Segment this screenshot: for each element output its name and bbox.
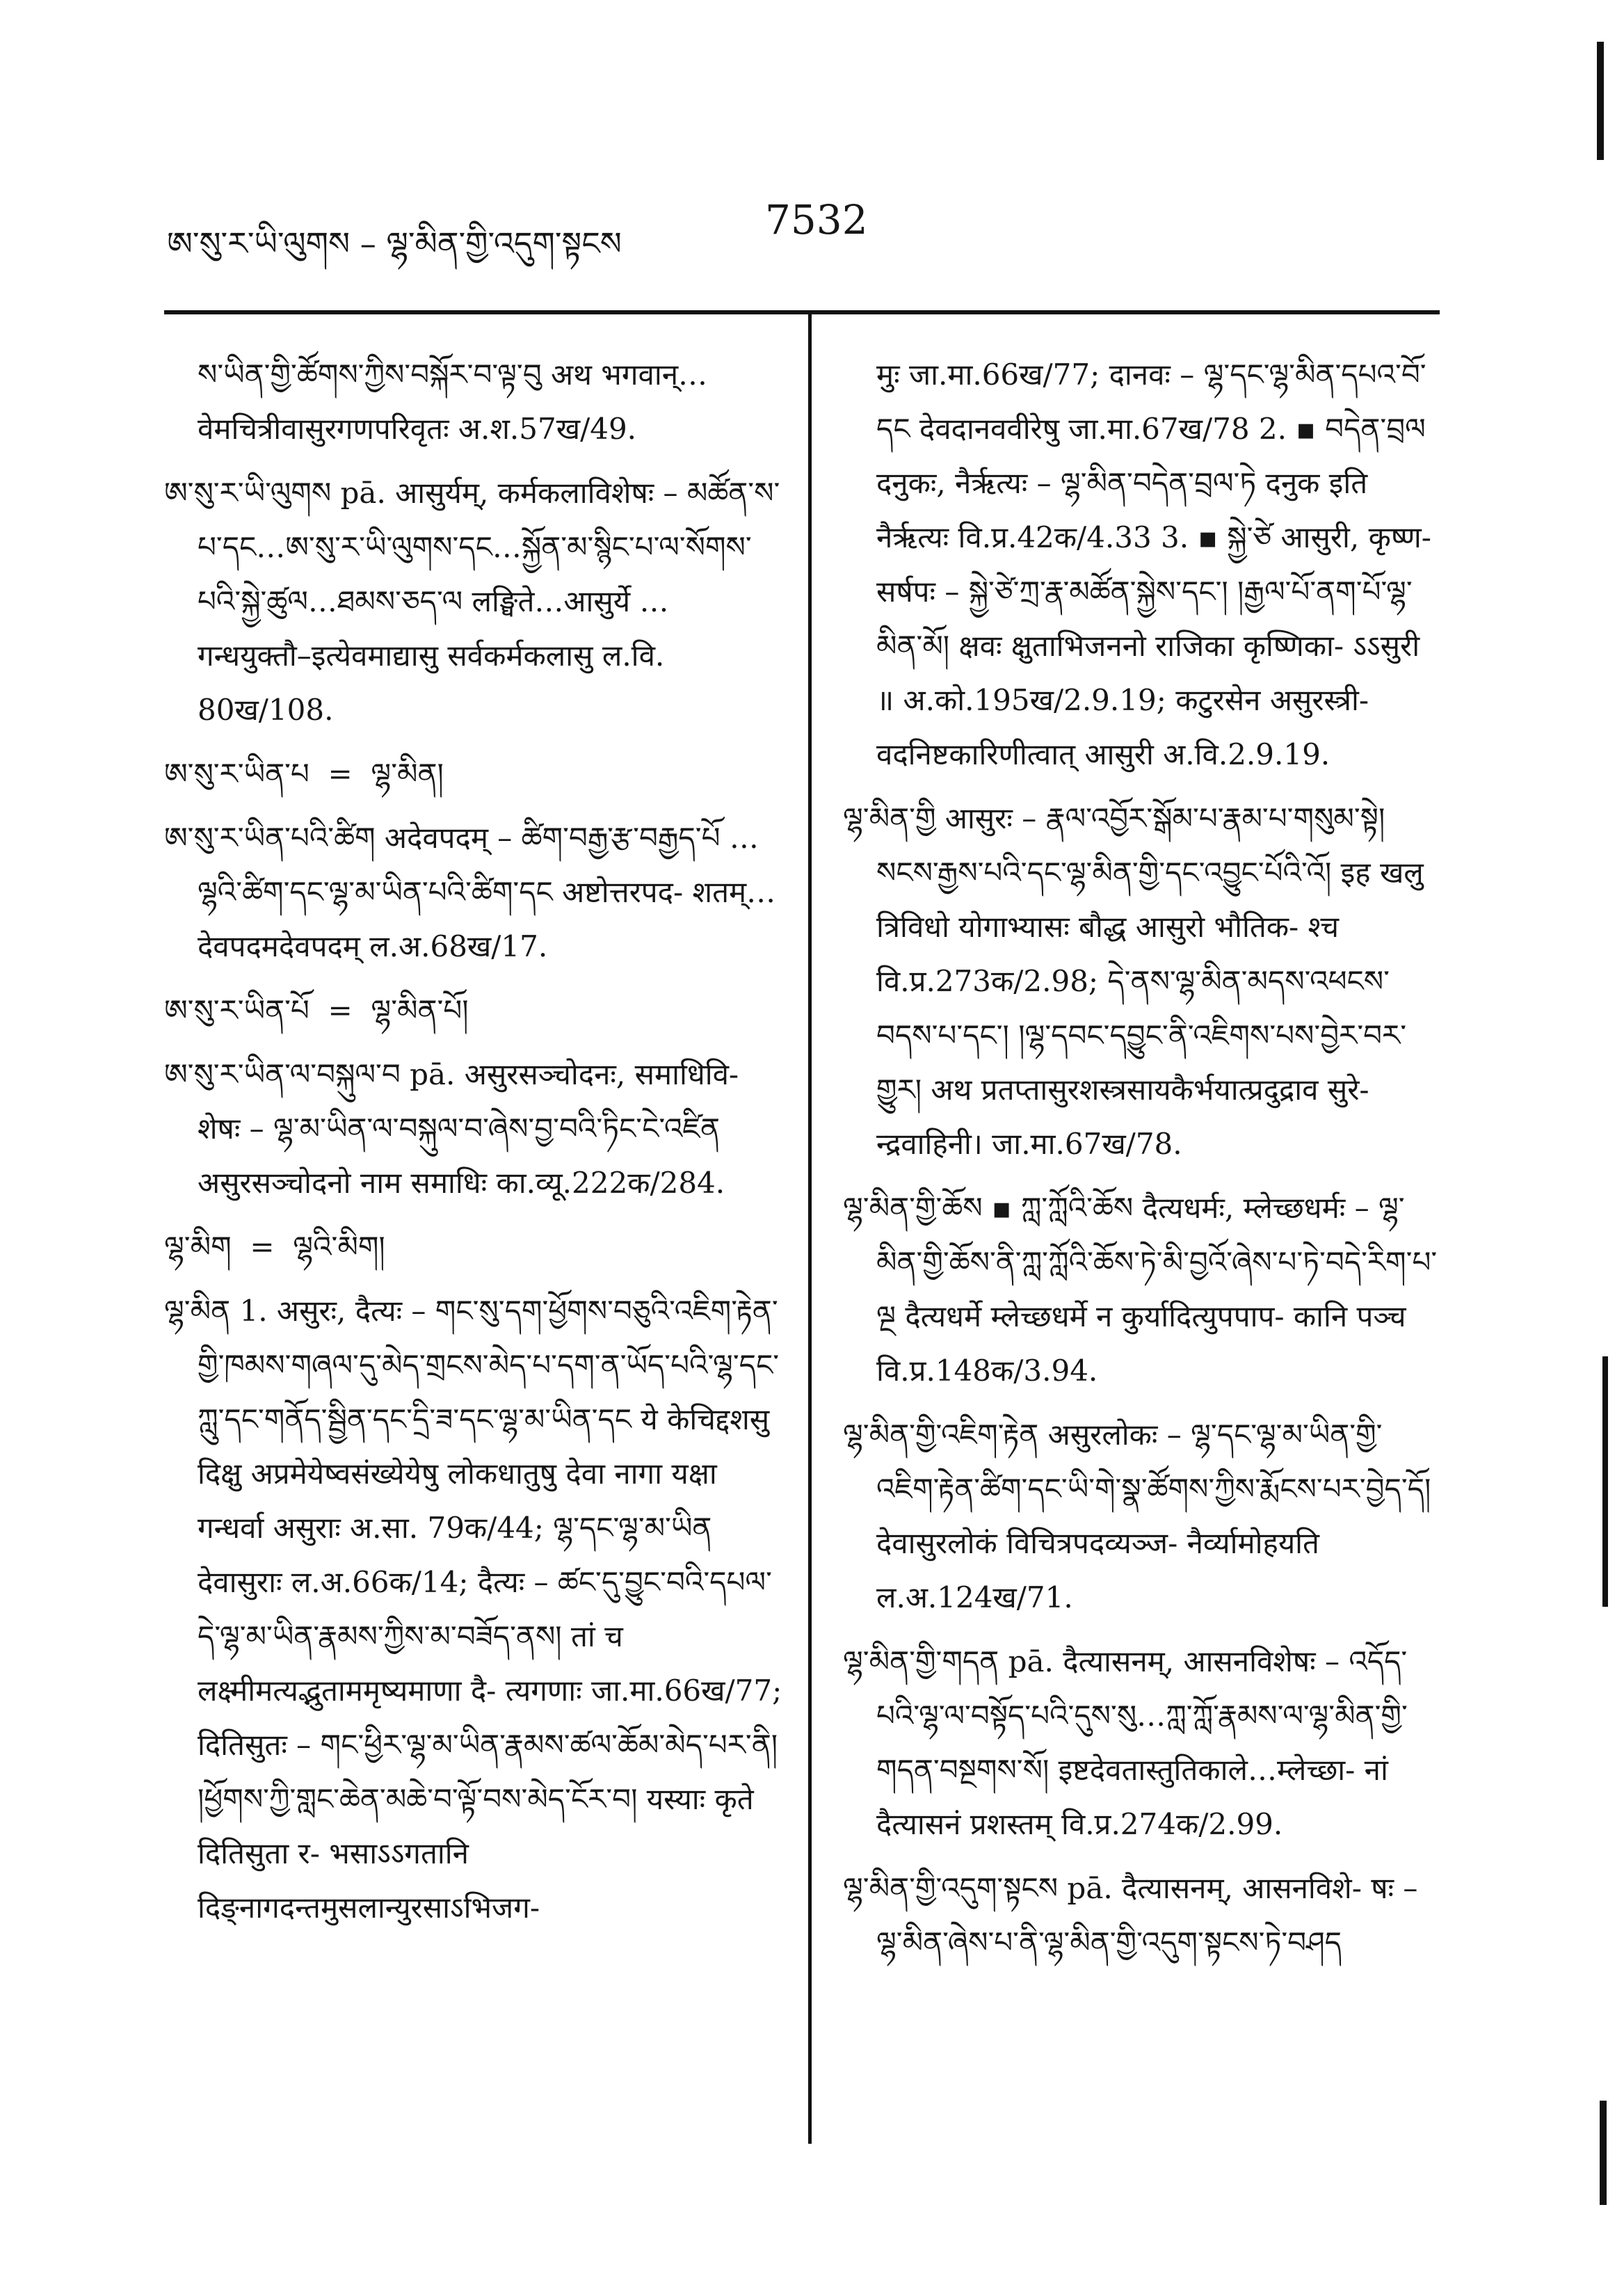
dictionary-entry: ཨ་སུ་ར་ཡིན་ལ་བསྐུལ་བ pā. असुरसञ्चोदनः, समाधिवि- शेषः – ལྷ་མ་ཡིན་ལ་བསྐུལ་བ་ཞེས་བྱ་བའི་ཏིང་ངེ་འཛིན असुरसञ्चोदनो नाम समाधिः का.व्यू.222क/284. xyxy=(164,1057,748,1200)
column-divider xyxy=(808,314,812,2144)
scan-edge-mark xyxy=(1600,2101,1607,2205)
dictionary-entry: ལྷ་མིན་གྱི་འདུག་སྟངས pā. दैत्यासनम्, आसनविशे- षः – ལྷ་མིན་ཞེས་པ་ནི་ལྷ་མིན་གྱི་འདུག་སྟངས་ཏེ་བཤད xyxy=(843,1871,1427,1959)
right-column xyxy=(843,348,1442,2128)
page-number: 7532 xyxy=(765,196,868,243)
scan-edge-mark xyxy=(1602,1356,1608,1607)
dictionary-entry: ལྷ་མིན་གྱི आसुरः – རྣལ་འབྱོར་སྒོམ་པ་རྣམ་པ་གསུམ་སྟེ། སངས་རྒྱས་པའི་དང་ལྷ་མིན་གྱི་དང་འབྱུང་པོའི་འོ། इह खलु त्रिविधो योगाभ्यासः बौद्ध आसुरो भौतिक- श्च वि.प्र.273क/2.98; དེ་ནས་ལྷ་མིན་མདས་འཕངས་བདས་པ་དང་། །ལྷ་དབང་དབྱུང་ནི་འཇིགས་པས་བྱེར་བར་གྱུར། अथ प्रतप्तासुरशस्त्रसायकैर्भयात्प्रदुद्राव सुरे- न्द्रवाहिनी। जा.मा.67ख/78. xyxy=(843,801,1433,1161)
dictionary-entry: ལྷ་མིན་གྱི་འཇིག་རྟེན असुरलोकः – ལྷ་དང་ལྷ་མ་ཡིན་གྱི་འཇིག་རྟེན་ཚིག་དང་ཡི་གེ་སྣ་ཚོགས་ཀྱིས་རྨོངས་པར་བྱེད་དོ། देवासुरलोकं विचित्रपदव्यञ्ज- नैर्व्यामोहयति ल.अ.124ख/71. xyxy=(843,1418,1440,1614)
dictionary-entry: ཨ་སུ་ར་ཡི་ལུགས pā. आसुर्यम्, कर्मकलाविशेषः – མཚོན་ས་པ་དང…ཨ་སུ་ར་ཡི་ལུགས་དང…སྐྱོན་མ་སྙིང་པ་ལ་སོགས་པའི་སྐྱེ་ཚུལ…ཐམས་ཅད་ལ लङ्घिते…आसुर्ये … गन्धयुक्तौ–इत्येवमाद्यासु सर्वकर्मकलासु ल.वि. 80ख/108. xyxy=(164,476,780,727)
scan-edge-mark xyxy=(1597,42,1604,160)
dictionary-entry: ལྷ་མིན་གྱི་གདན pā. दैत्यासनम्, आसनविशेषः – འདོད་པའི་ལྷ་ལ་བསྟོད་པའི་དུས་སུ…ཀླ་ཀློ་རྣམས་ལ་ལྷ་མིན་གྱི་གདན་བསྔགས་སོ། इष्टदेवतास्तुतिकाले…म्लेच्छा- नां दैत्यासनं प्रशस्तम् वि.प्र.274क/2.99. xyxy=(843,1644,1408,1841)
header-rule xyxy=(164,310,1440,314)
left-column xyxy=(164,348,791,2128)
dictionary-entry: ཨ་སུ་ར་ཡིན་པ = ལྷ་མིན། xyxy=(164,757,444,791)
dictionary-entry: ལྷ་མིན 1. असुरः, दैत्यः – གང་སུ་དག་ཕྱོགས་བཅུའི་འཇིག་རྟེན་གྱི་ཁམས་གཞལ་དུ་མེད་གྲངས་མེད་པ་དག་ན་ཡོད་པའི་ལྷ་དང་ཀླུ་དང་གནོད་སྦྱིན་དང་དྲི་ཟ་དང་ལྷ་མ་ཡིན་དང ये केचिद्दशसु दिक्षु अप्रमेयेष्वसंख्येयेषु लोकधातुषु देवा नागा यक्षा गन्धर्वा असुराः अ.सा. 79क/44; ལྷ་དང་ལྷ་མ་ཡིན देवासुराः ल.अ.66क/14; दैत्यः – ཚང་དུ་བྱུང་བའི་དཔལ་དེ་ལྷ་མ་ཡིན་རྣམས་ཀྱིས་མ་བཟོད་ནས། तां च लक्ष्मीमत्यद्भुताममृष्यमाणा दै- त्यगणाः जा.मा.66ख/77; दितिसुतः – གང་ཕྱིར་ལྷ་མ་ཡིན་རྣམས་ཚལ་ཆོམ་མེད་པར་ནི། །ཕྱོགས་ཀྱི་གླང་ཆེན་མཆེ་བ་ལྟོ་བས་མེད་ངོར་བ། यस्याः कृते दितिसुता र- भसाऽऽगतानि दिङ्नागदन्तमुसलान्युरसाऽभिजग- xyxy=(164,1294,791,1925)
dictionary-entry: ཨ་སུ་ར་ཡིན་པོ = ལྷ་མིན་པོ། xyxy=(164,993,469,1027)
dictionary-entry: ཨ་སུ་ར་ཡིན་པའི་ཚིག अदेवपदम् – ཚིག་བརྒྱ་རྩ་བརྒྱད་པོ …ལྷའི་ཚིག་དང་ལྷ་མ་ཡིན་པའི་ཚིག་དང अष्टोत्तरपद- शतम्…देवपदमदेवपदम् ल.अ.68ख/17. xyxy=(164,821,776,963)
dictionary-entry: ལྷ་མིག = ལྷའི་མིག། xyxy=(164,1230,385,1264)
dictionary-entry: ལྷ་མིན་གྱི་ཆོས ▪ ཀླ་ཀློའི་ཆོས दैत्यधर्मः, म्लेच्छधर्मः – ལྷ་མིན་གྱི་ཆོས་ནི་ཀླ་ཀློའི་ཆོས་ཏེ་མི་བྱའོ་ཞེས་པ་ཏེ་བདེ་རིག་པ་ལྔ दैत्यधर्मे म्लेच्छधर्मे न कुर्यादित्युपपाप- कानि पञ्च वि.प्र.148क/3.94. xyxy=(843,1191,1438,1388)
page-header xyxy=(160,196,1447,273)
header-range-title: ཨ་སུ་ར་ཡི་ལུགས – ལྷ་མིན་གྱི་འདུག་སྟངས xyxy=(167,225,622,262)
dictionary-entry: मुः जा.मा.66ख/77; दानवः – ལྷ་དང་ལྷ་མིན་དཔའ་བོ་དང देवदानववीरेषु जा.मा.67ख/78 2. ▪ བདེན་བྲལ दनुकः, नैर्ऋत्यः – ལྷ་མིན་བདེན་བྲལ་ཏེ दनुक इति नैर्ऋत्यः वि.प्र.42क/4.33 3. ▪ སྐྱེ་ཙེ आसुरी, कृष्ण- सर्षपः – སྐྱེ་ཙེ་ཀྲ་རྣ་མཚོན་སྐྱེས་དང་། །རྒྱལ་པོ་ནག་པོ་ལྷ་མིན་མོ། क्षवः क्षुताभिजननो राजिका कृष्णिका- ऽऽसुरी ॥ अ.को.195ख/2.9.19; कटुरसेन असुरस्त्री- वदनिष्टकारिणीत्वात् आसुरी अ.वि.2.9.19. xyxy=(876,358,1441,771)
dictionary-entry: ས་ཡིན་གྱི་ཚོགས་ཀྱིས་བསྐོར་བ་ལྟ་བུ अथ भगवान्… वेमचित्रीवासुरगणपरिवृतः अ.श.57ख/49. xyxy=(198,358,717,446)
